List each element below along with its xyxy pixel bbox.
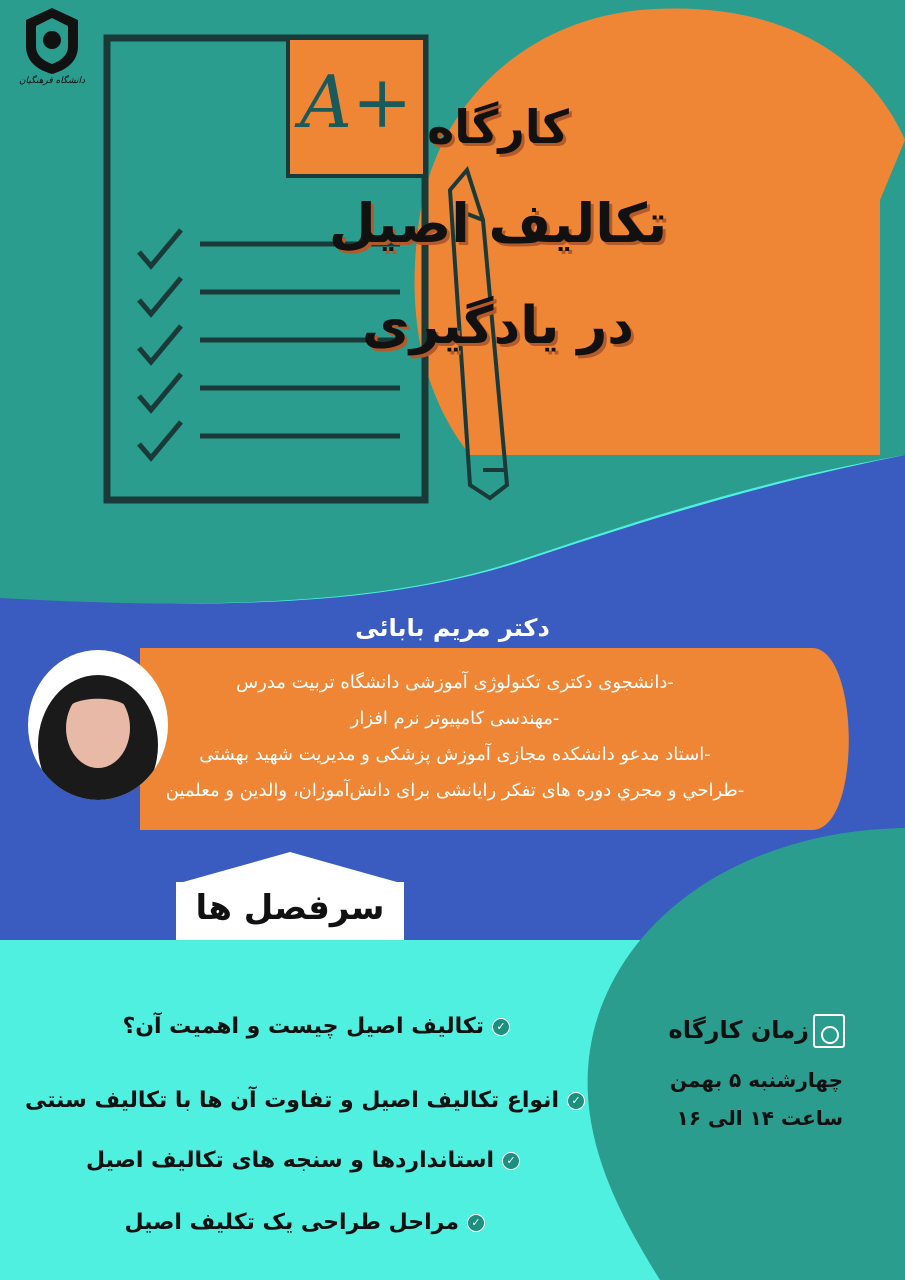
title-line-2: تکالیف اصیل [328,192,668,255]
schedule-heading: زمان کارگاه [668,1016,809,1044]
topics-heading: سرفصل ها [195,888,385,928]
bio-line-4: -طراحي و مجري دوره های تفکر رایانشی برای دانش‌آموزان، والدین و معلمین [165,780,745,801]
instructor-bio [110,650,800,830]
title-line-3: در یادگیری [362,296,634,356]
topic-item-3: ✓استانداردها و سنجه های تکالیف اصیل [86,1148,520,1173]
topic-item-2: ✓انواع تکالیف اصیل و تفاوت آن ها با تکالیف سنتی [25,1088,585,1113]
grade-mark: A+ [300,60,413,144]
schedule-hours: ساعت ۱۴ الی ۱۶ [676,1106,843,1130]
title-line-1: کارگاه [427,100,569,154]
university-logo-icon [22,6,82,76]
schedule-day: چهارشنبه ۵ بهمن [669,1068,843,1092]
topics-heading-box [176,882,404,940]
topic-item-4: ✓مراحل طراحی یک تکلیف اصیل [125,1210,485,1235]
check-circle-icon: ✓ [502,1152,520,1170]
university-logo [18,6,86,96]
instructor-name: دکتر مریم بابائی [355,614,550,642]
university-logo-text: دانشگاه فرهنگیان [18,76,86,86]
check-circle-icon: ✓ [567,1092,585,1110]
washing-machine-icon [813,1014,845,1048]
bio-line-3: -استاد مدعو دانشکده مجازی آموزش پزشکی و مدیریت شهید بهشتی [199,744,711,765]
topics-tag-roof [176,852,404,884]
schedule-heading-row [545,1014,845,1048]
bio-line-1: -دانشجوی دکتری تکنولوژی آموزشی دانشگاه تربیت مدرس [236,672,674,693]
check-circle-icon: ✓ [467,1214,485,1232]
topic-item-1: ✓تکالیف اصیل چیست و اهمیت آن؟ [122,1014,510,1039]
bio-line-2: -مهندسی کامپیوتر نرم افزار [350,708,560,729]
check-circle-icon: ✓ [492,1018,510,1036]
